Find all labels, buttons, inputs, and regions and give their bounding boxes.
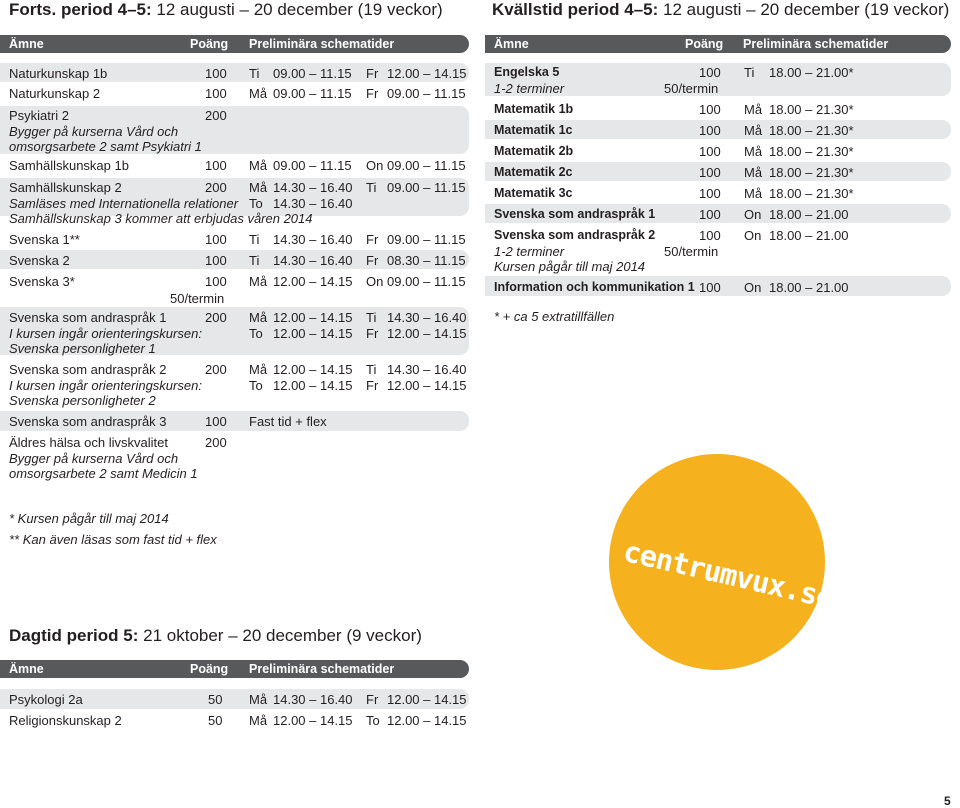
header-subject: Ämne	[494, 37, 529, 51]
table-row-time: 18.00 – 21.00	[769, 280, 849, 295]
table-row-subject: Matematik 2b	[494, 144, 574, 158]
centrumvux-logo-text: centrumvux.se	[620, 534, 837, 616]
table-row-points: 100	[699, 165, 721, 180]
table-row-day: To	[366, 713, 380, 728]
table-row-points: 200	[205, 108, 227, 123]
table-row-day: Må	[744, 123, 763, 138]
table-row-day: Fr	[366, 232, 379, 247]
table-row-day: Ti	[366, 362, 377, 377]
table-row-note: 1-2 terminer	[494, 81, 565, 96]
footnote: ** Kan även läsas som fast tid + flex	[9, 532, 217, 547]
table-row-points: 50	[208, 692, 223, 707]
table-row-points: 100	[699, 102, 721, 117]
table-row-time: 18.00 – 21.30*	[769, 102, 854, 117]
table-row-points: 100	[205, 253, 227, 268]
table-row-subject: Matematik 2c	[494, 165, 573, 179]
table-row-points: 100	[205, 274, 227, 289]
table-row-subject: Samhällskunskap 1b	[9, 158, 129, 173]
table-row-subject: Samhällskunskap 2	[9, 180, 122, 195]
header-points: Poäng	[685, 37, 724, 51]
table-row-points: 200	[205, 180, 227, 195]
table-row-day: Må	[249, 274, 268, 289]
table-row-day: Ti	[249, 232, 260, 247]
table-row-points: 50	[208, 713, 223, 728]
table-row-day: Må	[744, 144, 763, 159]
table-row-time: 09.00 – 11.15	[273, 66, 352, 81]
table-row-day: Fr	[366, 86, 379, 101]
bottom-table-header	[0, 660, 469, 678]
table-row-day: Ti	[249, 66, 260, 81]
table-row-note: Svenska personligheter 2	[9, 393, 156, 408]
header-points: Poäng	[190, 662, 229, 676]
table-row-day: Fr	[366, 692, 379, 707]
table-row-day: Ti	[366, 310, 377, 325]
table-row-day: Ti	[366, 180, 377, 195]
table-row-subject: Svenska som andraspråk 1	[494, 207, 656, 221]
table-row-day: Må	[744, 102, 763, 117]
table-row-time: 12.00 – 14.15	[273, 310, 353, 325]
table-row-day: On	[366, 158, 384, 173]
table-row-schedule: Fast tid + flex	[249, 414, 327, 429]
table-row-day: Må	[249, 713, 268, 728]
table-row-day: On	[744, 280, 762, 295]
table-row-note: Kursen pågår till maj 2014	[494, 259, 646, 274]
table-row-time: 09.00 – 11.15	[387, 180, 466, 195]
table-row-note: I kursen ingår orienteringskursen:	[9, 326, 202, 341]
table-row-time: 18.00 – 21.00*	[769, 65, 854, 80]
table-row-subject: Svenska som andraspråk 3	[9, 414, 167, 429]
table-row-day: Fr	[366, 253, 379, 268]
table-row-day: To	[249, 378, 263, 393]
table-row-note: Svenska personligheter 1	[9, 341, 156, 356]
table-row-time: 14.30 – 16.40	[387, 310, 467, 325]
table-row-day: Fr	[366, 66, 379, 81]
table-row-day: To	[249, 326, 263, 341]
table-row-points: 100	[205, 86, 227, 101]
page-number: 5	[944, 794, 951, 808]
table-row-subject: Naturkunskap 1b	[9, 66, 108, 81]
table-row-subject: Matematik 3c	[494, 186, 573, 200]
table-row-day: On	[744, 228, 762, 243]
table-row-time: 12.00 – 14.15	[273, 362, 353, 377]
table-row-points: 100	[699, 207, 721, 222]
table-row-day: Må	[744, 165, 763, 180]
table-row-points: 100	[699, 228, 721, 243]
table-row-subject: Svenska 3*	[9, 274, 75, 289]
header-subject: Ämne	[9, 37, 44, 51]
table-row-subject: Svenska 1**	[9, 232, 80, 247]
table-row-points: 200	[205, 362, 227, 377]
table-row-time: 18.00 – 21.30*	[769, 144, 854, 159]
table-row-subject: Naturkunskap 2	[9, 86, 101, 101]
header-subject: Ämne	[9, 662, 44, 676]
table-row-time: 12.00 – 14.15	[273, 326, 353, 341]
table-row-day: Må	[249, 180, 268, 195]
table-row-points: 200	[205, 310, 227, 325]
table-row-subject: Svenska som andraspråk 2	[9, 362, 167, 377]
table-row-points: 100	[205, 414, 227, 429]
table-row-note: Bygger på kurserna Vård och	[9, 451, 179, 466]
bottom-section-title: Dagtid period 5: 21 oktober – 20 december (9 veckor)	[9, 626, 422, 645]
table-row-time: 18.00 – 21.00	[769, 228, 849, 243]
table-row-day: On	[744, 207, 762, 222]
table-row-subject: Svenska som andraspråk 1	[9, 310, 167, 325]
table-row-points: 100	[205, 66, 227, 81]
table-row-day: Må	[249, 362, 268, 377]
table-row-time: 18.00 – 21.30*	[769, 165, 854, 180]
table-row-time: 12.00 – 14.15	[273, 274, 353, 289]
right-table-header	[485, 35, 951, 53]
table-row-time: 12.00 – 14.15	[273, 713, 353, 728]
table-row-points: 100	[205, 232, 227, 247]
table-row-day: Fr	[366, 378, 379, 393]
table-row-day: Må	[249, 310, 268, 325]
table-row-subject: Matematik 1c	[494, 123, 573, 137]
table-row-note: Samhällskunskap 3 kommer att erbjudas våren 2014	[9, 211, 313, 226]
table-row-day: Ti	[744, 65, 755, 80]
header-schedule: Preliminära schematider	[743, 37, 889, 51]
header-schedule: Preliminära schematider	[249, 37, 395, 51]
table-row-note: omsorgsarbete 2 samt Psykiatri 1	[9, 139, 202, 154]
table-row-note: omsorgsarbete 2 samt Medicin 1	[9, 466, 198, 481]
table-row-day: To	[249, 196, 263, 211]
table-row-time: 12.00 – 14.15	[273, 378, 353, 393]
table-row-day: Må	[249, 86, 268, 101]
footnote: * + ca 5 extratillfällen	[494, 309, 615, 324]
left-section-title: Forts. period 4–5: 12 augusti – 20 december (19 veckor)	[9, 0, 443, 19]
table-row-subject: Matematik 1b	[494, 102, 574, 116]
table-row-time: 09.00 – 11.15	[387, 232, 466, 247]
table-row-subject: Engelska 5	[494, 65, 560, 79]
table-row-day: Må	[249, 158, 268, 173]
table-row-day: On	[366, 274, 384, 289]
table-row-subject: Äldres hälsa och livskvalitet	[9, 435, 168, 450]
table-row-time: 14.30 – 16.40	[273, 692, 353, 707]
table-row-time: 09.00 – 11.15	[387, 86, 466, 101]
table-row-time: 08.30 – 11.15	[387, 253, 466, 268]
table-row-subject: Psykologi 2a	[9, 692, 83, 707]
table-row-subject: Svenska 2	[9, 253, 70, 268]
table-row-subject: Psykiatri 2	[9, 108, 69, 123]
table-row-points-per-term: 50/termin	[664, 81, 719, 96]
table-row-time: 12.00 – 14.15	[387, 378, 467, 393]
table-row-points: 100	[699, 144, 721, 159]
table-row-subject: Information och kommunikation 1	[494, 280, 695, 294]
table-row-note: I kursen ingår orienteringskursen:	[9, 378, 202, 393]
table-row-time: 14.30 – 16.40	[273, 180, 353, 195]
table-row-time: 14.30 – 16.40	[273, 253, 353, 268]
table-row-points-per-term: 50/termin	[664, 244, 719, 259]
table-row-note: 1-2 terminer	[494, 244, 565, 259]
table-row-time: 18.00 – 21.30*	[769, 123, 854, 138]
right-section-title: Kvällstid period 4–5: 12 augusti – 20 december (19 veckor)	[492, 0, 950, 19]
table-row-time: 09.00 – 11.15	[387, 274, 466, 289]
table-row-time: 09.00 – 11.15	[273, 158, 352, 173]
table-row-day: Må	[249, 692, 268, 707]
table-row-points: 100	[205, 158, 227, 173]
table-row-subject: Religionskunskap 2	[9, 713, 122, 728]
header-points: Poäng	[190, 37, 229, 51]
table-row-points: 100	[699, 123, 721, 138]
table-row-day: Må	[744, 186, 763, 201]
table-row-time: 14.30 – 16.40	[273, 232, 353, 247]
table-row-note: Samläses med Internationella relationer	[9, 196, 239, 211]
table-row-time: 18.00 – 21.00	[769, 207, 849, 222]
table-row-time: 18.00 – 21.30*	[769, 186, 854, 201]
table-row-time: 12.00 – 14.15	[387, 326, 467, 341]
table-row-note: Bygger på kurserna Vård och	[9, 124, 179, 139]
table-row-day: Fr	[366, 326, 379, 341]
table-row-points: 100	[699, 280, 721, 295]
table-row-time: 12.00 – 14.15	[387, 692, 467, 707]
table-row-time: 12.00 – 14.15	[387, 713, 467, 728]
table-row-time: 14.30 – 16.40	[387, 362, 467, 377]
table-row-points-per-term: 50/termin	[170, 291, 225, 306]
left-table-header	[0, 35, 469, 53]
header-schedule: Preliminära schematider	[249, 662, 395, 676]
table-row-subject: Svenska som andraspråk 2	[494, 228, 656, 242]
table-row-points: 200	[205, 435, 227, 450]
table-row-time: 09.00 – 11.15	[273, 86, 352, 101]
table-row-points: 100	[699, 186, 721, 201]
table-row-day: Ti	[249, 253, 260, 268]
table-row-points: 100	[699, 65, 721, 80]
footnote: * Kursen pågår till maj 2014	[9, 511, 169, 526]
table-row-time: 14.30 – 16.40	[273, 196, 353, 211]
table-row-time: 09.00 – 11.15	[387, 158, 466, 173]
table-row-time: 12.00 – 14.15	[387, 66, 467, 81]
